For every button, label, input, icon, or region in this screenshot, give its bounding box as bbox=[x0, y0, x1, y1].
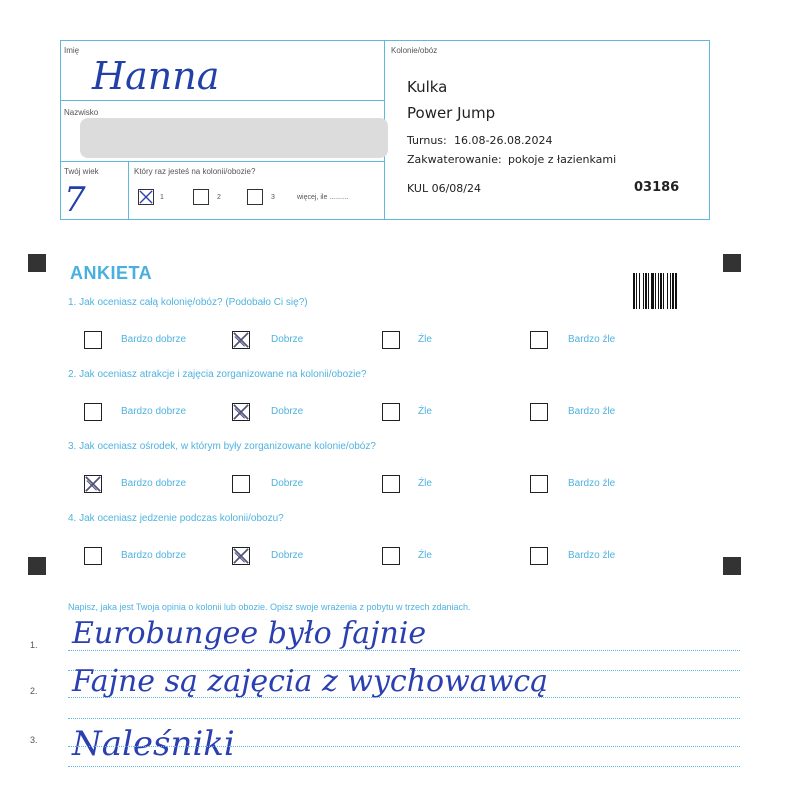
question-text: 2. Jak oceniasz atrakcje i zajęcia zorganizowane na kolonii/obozie? bbox=[68, 369, 367, 380]
answer-checkbox[interactable] bbox=[232, 331, 250, 349]
answer-line-number: 2. bbox=[30, 686, 38, 696]
opinion-prompt: Napisz, jaka jest Twoja opinia o kolonii lub obozie. Opisz swoje wrażenia z pobytu w trzech zdaniach. bbox=[68, 602, 471, 612]
answer-option-label: Bardzo dobrze bbox=[121, 334, 187, 345]
answer-checkbox[interactable] bbox=[530, 331, 548, 349]
survey-title: ANKIETA bbox=[70, 263, 153, 283]
nazwisko-label: Nazwisko bbox=[64, 108, 99, 117]
wiek-value[interactable]: 7 bbox=[64, 180, 86, 220]
camp-name: Kulka bbox=[407, 78, 448, 96]
answer-checkbox[interactable] bbox=[382, 403, 400, 421]
question-text: 4. Jak oceniasz jedzenie podczas kolonii/obozu? bbox=[68, 513, 284, 524]
ktory-raz-option-3: 3 bbox=[271, 194, 275, 201]
ktory-raz-option-2: 2 bbox=[217, 194, 221, 201]
answer-checkbox[interactable] bbox=[530, 547, 548, 565]
ktory-raz-checkbox-3[interactable] bbox=[247, 189, 263, 205]
answer-option-label: Bardzo dobrze bbox=[121, 550, 187, 561]
answer-option-label: Źle bbox=[418, 478, 432, 489]
dotted-line bbox=[68, 650, 740, 651]
redacted-surname bbox=[80, 118, 388, 158]
registration-marker bbox=[28, 254, 46, 272]
header-row-divider bbox=[60, 161, 384, 162]
imie-label: Imię bbox=[64, 46, 80, 55]
answer-option-label: Źle bbox=[418, 334, 432, 345]
ktory-raz-label: Który raz jesteś na kolonii/obozie? bbox=[134, 167, 256, 176]
answer-option-label: Dobrze bbox=[271, 334, 304, 345]
answer-checkbox[interactable] bbox=[232, 403, 250, 421]
answer-checkbox[interactable] bbox=[530, 475, 548, 493]
answer-option-label: Bardzo dobrze bbox=[121, 478, 187, 489]
form-number: 03186 bbox=[634, 180, 680, 195]
answer-option-label: Dobrze bbox=[271, 406, 304, 417]
registration-marker bbox=[723, 254, 741, 272]
ktory-raz-more: więcej, ile .......... bbox=[297, 194, 349, 201]
dotted-line bbox=[68, 718, 740, 719]
header-row-divider bbox=[60, 100, 384, 101]
check-x-icon bbox=[139, 190, 153, 204]
answer-option-label: Dobrze bbox=[271, 478, 304, 489]
answer-option-label: Bardzo źle bbox=[568, 478, 616, 489]
answer-checkbox[interactable] bbox=[84, 403, 102, 421]
answer-option-label: Źle bbox=[418, 406, 432, 417]
imie-value[interactable]: Hanna bbox=[92, 54, 220, 98]
check-x-icon bbox=[233, 332, 249, 348]
answer-line-number: 1. bbox=[30, 640, 38, 650]
turnus-value: 16.08-26.08.2024 bbox=[454, 134, 553, 147]
kolonie-label: Kolonie/obóz bbox=[391, 46, 438, 55]
answer-checkbox[interactable] bbox=[84, 547, 102, 565]
answer-checkbox[interactable] bbox=[530, 403, 548, 421]
dotted-line bbox=[68, 766, 740, 767]
wiek-label: Twój wiek bbox=[64, 167, 99, 176]
ktory-raz-checkbox-2[interactable] bbox=[193, 189, 209, 205]
zakwaterowanie-label: Zakwaterowanie: bbox=[407, 153, 502, 166]
ktory-raz-option-1: 1 bbox=[160, 194, 164, 201]
answer-option-label: Bardzo źle bbox=[568, 550, 616, 561]
answer-line-number: 3. bbox=[30, 735, 38, 745]
answer-option-label: Dobrze bbox=[271, 550, 304, 561]
answer-checkbox[interactable] bbox=[382, 475, 400, 493]
registration-marker bbox=[723, 557, 741, 575]
check-x-icon bbox=[233, 548, 249, 564]
header-cell-divider bbox=[128, 161, 129, 220]
answer-line-2[interactable]: Fajne są zajęcia z wychowawcą bbox=[72, 664, 549, 699]
answer-line-3[interactable]: Naleśniki bbox=[72, 724, 235, 764]
question-text: 3. Jak oceniasz ośrodek, w którym były zorganizowane kolonie/obóz? bbox=[68, 441, 376, 452]
answer-checkbox[interactable] bbox=[232, 547, 250, 565]
answer-checkbox[interactable] bbox=[84, 475, 102, 493]
ktory-raz-checkbox-1[interactable] bbox=[138, 189, 154, 205]
check-x-icon bbox=[233, 404, 249, 420]
dotted-line bbox=[68, 697, 740, 698]
camp-program: Power Jump bbox=[407, 104, 496, 122]
answer-checkbox[interactable] bbox=[232, 475, 250, 493]
camp-code: KUL 06/08/24 bbox=[407, 182, 481, 195]
registration-marker bbox=[28, 557, 46, 575]
barcode-icon bbox=[633, 273, 689, 309]
answer-option-label: Bardzo źle bbox=[568, 334, 616, 345]
question-text: 1. Jak oceniasz całą kolonię/obóz? (Podobało Ci się?) bbox=[68, 297, 308, 308]
answer-checkbox[interactable] bbox=[382, 547, 400, 565]
answer-checkbox[interactable] bbox=[382, 331, 400, 349]
dotted-line bbox=[68, 746, 740, 747]
answer-line-1[interactable]: Eurobungee było fajnie bbox=[72, 616, 427, 651]
answer-option-label: Bardzo dobrze bbox=[121, 406, 187, 417]
answer-option-label: Bardzo źle bbox=[568, 406, 616, 417]
check-x-icon bbox=[85, 476, 101, 492]
answer-checkbox[interactable] bbox=[84, 331, 102, 349]
turnus-label: Turnus: bbox=[407, 134, 447, 147]
answer-option-label: Źle bbox=[418, 550, 432, 561]
zakwaterowanie-value: pokoje z łazienkami bbox=[508, 153, 617, 166]
